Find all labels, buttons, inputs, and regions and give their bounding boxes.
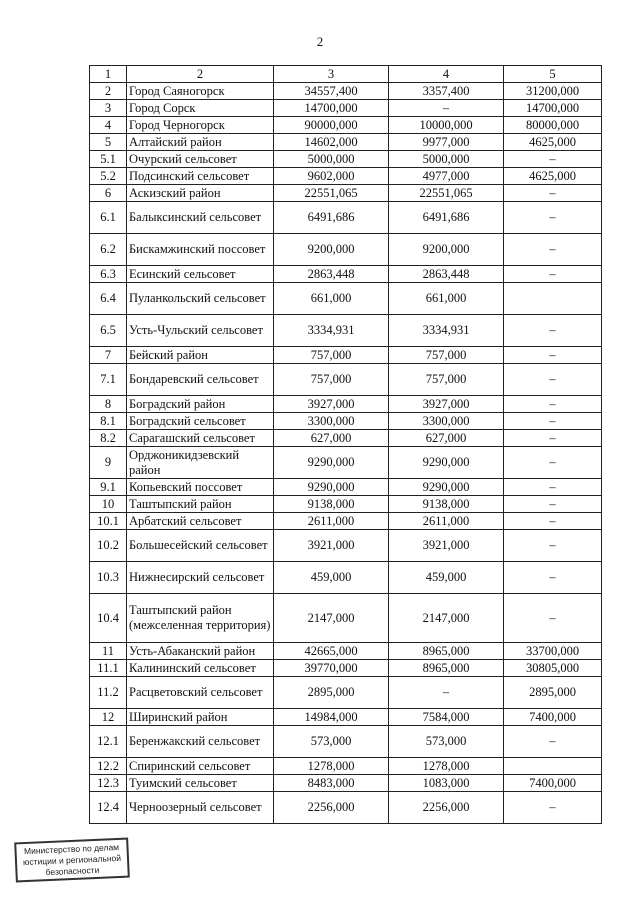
row-name: Город Черногорск (127, 117, 274, 134)
row-value-col4: 1278,000 (389, 758, 504, 775)
row-value-col5: – (504, 202, 602, 234)
row-value-col4: 8965,000 (389, 643, 504, 660)
row-value-col5: – (504, 530, 602, 562)
row-number: 12.1 (90, 726, 127, 758)
row-number: 6.4 (90, 283, 127, 315)
row-number: 9.1 (90, 479, 127, 496)
row-value-col3: 9200,000 (274, 234, 389, 266)
row-number: 10.4 (90, 594, 127, 643)
budget-table (89, 65, 602, 824)
row-value-col3: 661,000 (274, 283, 389, 315)
table-row (90, 594, 602, 643)
row-number: 6.3 (90, 266, 127, 283)
row-name: Балыксинский сельсовет (127, 202, 274, 234)
row-number: 11 (90, 643, 127, 660)
row-value-col5: 4625,000 (504, 134, 602, 151)
stamp-line-3: безопасности (45, 864, 100, 878)
table-row (90, 234, 602, 266)
row-value-col5: – (504, 792, 602, 824)
row-name: Пуланкольский сельсовет (127, 283, 274, 315)
row-value-col5: 7400,000 (504, 775, 602, 792)
row-value-col5: – (504, 185, 602, 202)
row-value-col4: 627,000 (389, 430, 504, 447)
table-row (90, 315, 602, 347)
row-value-col3: 3300,000 (274, 413, 389, 430)
row-number: 9 (90, 447, 127, 479)
row-name: Спиринский сельсовет (127, 758, 274, 775)
row-value-col4: 6491,686 (389, 202, 504, 234)
row-name: Калининский сельсовет (127, 660, 274, 677)
row-number: 6.5 (90, 315, 127, 347)
row-name: Копьевский поссовет (127, 479, 274, 496)
table-row (90, 513, 602, 530)
row-value-col3: 90000,000 (274, 117, 389, 134)
row-number: 12.4 (90, 792, 127, 824)
table-row (90, 396, 602, 413)
table-row (90, 413, 602, 430)
row-value-col3: 2863,448 (274, 266, 389, 283)
row-value-col3: 34557,400 (274, 83, 389, 100)
row-value-col3: 9138,000 (274, 496, 389, 513)
table-row (90, 283, 602, 315)
row-value-col3: 9290,000 (274, 479, 389, 496)
ministry-stamp (14, 838, 130, 883)
row-value-col5: – (504, 447, 602, 479)
row-name: Очурский сельсовет (127, 151, 274, 168)
row-number: 6.2 (90, 234, 127, 266)
table-row (90, 100, 602, 117)
row-value-col3: 1278,000 (274, 758, 389, 775)
table-row (90, 530, 602, 562)
row-number: 12 (90, 709, 127, 726)
row-value-col4: 3921,000 (389, 530, 504, 562)
row-value-col3: 2147,000 (274, 594, 389, 643)
row-value-col3: 3334,931 (274, 315, 389, 347)
table-row (90, 660, 602, 677)
table-row (90, 792, 602, 824)
table-row (90, 709, 602, 726)
row-number: 10.2 (90, 530, 127, 562)
table-row (90, 134, 602, 151)
row-name: Боградский сельсовет (127, 413, 274, 430)
row-value-col3: 5000,000 (274, 151, 389, 168)
row-value-col5: – (504, 234, 602, 266)
row-value-col5: – (504, 413, 602, 430)
row-name: Расцветовский сельсовет (127, 677, 274, 709)
row-value-col4: 3357,400 (389, 83, 504, 100)
table-row (90, 562, 602, 594)
table-row (90, 168, 602, 185)
row-value-col5: – (504, 479, 602, 496)
row-name: Туимский сельсовет (127, 775, 274, 792)
row-value-col3: 573,000 (274, 726, 389, 758)
row-value-col3: 22551,065 (274, 185, 389, 202)
row-number: 5.1 (90, 151, 127, 168)
row-value-col4: 5000,000 (389, 151, 504, 168)
row-value-col3: 627,000 (274, 430, 389, 447)
row-name: Алтайский район (127, 134, 274, 151)
row-number: 10.3 (90, 562, 127, 594)
table-row (90, 117, 602, 134)
table-row (90, 347, 602, 364)
row-value-col4: 9138,000 (389, 496, 504, 513)
row-name: Город Саяногорск (127, 83, 274, 100)
row-value-col5: – (504, 562, 602, 594)
row-value-col4: 2611,000 (389, 513, 504, 530)
table-row (90, 643, 602, 660)
row-value-col3: 14700,000 (274, 100, 389, 117)
row-value-col5: 2895,000 (504, 677, 602, 709)
row-value-col3: 14602,000 (274, 134, 389, 151)
row-value-col5 (504, 283, 602, 315)
row-value-col5: 7400,000 (504, 709, 602, 726)
row-number: 2 (90, 83, 127, 100)
row-name: Бискамжинский поссовет (127, 234, 274, 266)
row-value-col3: 9602,000 (274, 168, 389, 185)
row-value-col5: – (504, 266, 602, 283)
budget-table-body (90, 66, 602, 824)
row-value-col3: 2895,000 (274, 677, 389, 709)
row-value-col5: – (504, 496, 602, 513)
row-value-col4: 3927,000 (389, 396, 504, 413)
row-value-col4: 22551,065 (389, 185, 504, 202)
row-name: Беренжакский сельсовет (127, 726, 274, 758)
row-name: Таштыпский район (127, 496, 274, 513)
header-col-5: 5 (504, 66, 602, 83)
header-col-2: 2 (127, 66, 274, 83)
stamp-line-2: юстиции и региональной (22, 852, 122, 868)
table-row (90, 775, 602, 792)
row-value-col5 (504, 758, 602, 775)
row-value-col4: 3300,000 (389, 413, 504, 430)
row-value-col5: – (504, 396, 602, 413)
row-number: 4 (90, 117, 127, 134)
row-value-col4: 757,000 (389, 364, 504, 396)
table-row (90, 151, 602, 168)
row-number: 7 (90, 347, 127, 364)
row-value-col4: 9290,000 (389, 479, 504, 496)
row-number: 5.2 (90, 168, 127, 185)
row-number: 6 (90, 185, 127, 202)
row-value-col4: 2147,000 (389, 594, 504, 643)
row-name: Арбатский сельсовет (127, 513, 274, 530)
row-value-col5: 80000,000 (504, 117, 602, 134)
row-value-col3: 39770,000 (274, 660, 389, 677)
row-number: 5 (90, 134, 127, 151)
table-header-row (90, 66, 602, 83)
row-value-col5: 4625,000 (504, 168, 602, 185)
table-row (90, 185, 602, 202)
table-row (90, 266, 602, 283)
page-number: 2 (316, 34, 324, 49)
row-value-col5: 31200,000 (504, 83, 602, 100)
row-value-col3: 2611,000 (274, 513, 389, 530)
row-name: Подсинский сельсовет (127, 168, 274, 185)
row-name: Бондаревский сельсовет (127, 364, 274, 396)
row-name: Бейский район (127, 347, 274, 364)
row-name: Черноозерный сельсовет (127, 792, 274, 824)
row-value-col4: 2863,448 (389, 266, 504, 283)
row-value-col5: – (504, 151, 602, 168)
row-number: 8.1 (90, 413, 127, 430)
stamp-line-1: Министерство по делам (23, 841, 120, 857)
row-value-col5: – (504, 364, 602, 396)
row-value-col4: 459,000 (389, 562, 504, 594)
row-value-col5: 33700,000 (504, 643, 602, 660)
row-value-col5: – (504, 315, 602, 347)
row-value-col4: 9977,000 (389, 134, 504, 151)
row-value-col4: – (389, 100, 504, 117)
row-value-col3: 459,000 (274, 562, 389, 594)
row-name: Аскизский район (127, 185, 274, 202)
table-row (90, 430, 602, 447)
row-value-col3: 9290,000 (274, 447, 389, 479)
row-value-col4: 1083,000 (389, 775, 504, 792)
row-value-col4: 757,000 (389, 347, 504, 364)
row-value-col4: 8965,000 (389, 660, 504, 677)
row-name: Нижнесирский сельсовет (127, 562, 274, 594)
row-name: Город Сорск (127, 100, 274, 117)
row-value-col3: 42665,000 (274, 643, 389, 660)
row-value-col4: 7584,000 (389, 709, 504, 726)
row-value-col5: 14700,000 (504, 100, 602, 117)
row-number: 8 (90, 396, 127, 413)
row-value-col4: – (389, 677, 504, 709)
row-value-col4: 2256,000 (389, 792, 504, 824)
row-value-col5: – (504, 513, 602, 530)
row-value-col5: – (504, 594, 602, 643)
row-value-col5: – (504, 347, 602, 364)
row-value-col4: 4977,000 (389, 168, 504, 185)
row-number: 11.1 (90, 660, 127, 677)
row-value-col5: – (504, 430, 602, 447)
table-row (90, 364, 602, 396)
row-value-col4: 9290,000 (389, 447, 504, 479)
row-value-col4: 3334,931 (389, 315, 504, 347)
row-name: Таштыпский район (межселенная территория) (127, 594, 274, 643)
row-value-col5: – (504, 726, 602, 758)
row-name: Ширинский район (127, 709, 274, 726)
row-name: Орджоникидзевский район (127, 447, 274, 479)
row-number: 3 (90, 100, 127, 117)
header-col-1: 1 (90, 66, 127, 83)
row-value-col3: 757,000 (274, 364, 389, 396)
table-row (90, 447, 602, 479)
row-name: Сарагашский сельсовет (127, 430, 274, 447)
row-name: Усть-Чульский сельсовет (127, 315, 274, 347)
row-value-col4: 573,000 (389, 726, 504, 758)
table-row (90, 479, 602, 496)
row-value-col3: 6491,686 (274, 202, 389, 234)
header-col-4: 4 (389, 66, 504, 83)
table-row (90, 496, 602, 513)
header-col-3: 3 (274, 66, 389, 83)
table-row (90, 202, 602, 234)
row-value-col3: 14984,000 (274, 709, 389, 726)
table-row (90, 83, 602, 100)
table-row (90, 726, 602, 758)
row-name: Есинский сельсовет (127, 266, 274, 283)
row-value-col3: 8483,000 (274, 775, 389, 792)
table-row (90, 677, 602, 709)
row-value-col4: 9200,000 (389, 234, 504, 266)
row-number: 10 (90, 496, 127, 513)
row-value-col3: 3921,000 (274, 530, 389, 562)
row-number: 12.3 (90, 775, 127, 792)
row-number: 12.2 (90, 758, 127, 775)
row-value-col3: 757,000 (274, 347, 389, 364)
row-value-col5: 30805,000 (504, 660, 602, 677)
row-name: Большесейский сельсовет (127, 530, 274, 562)
row-number: 11.2 (90, 677, 127, 709)
row-value-col3: 2256,000 (274, 792, 389, 824)
row-name: Усть-Абаканский район (127, 643, 274, 660)
row-value-col4: 10000,000 (389, 117, 504, 134)
row-number: 10.1 (90, 513, 127, 530)
row-number: 6.1 (90, 202, 127, 234)
row-value-col3: 3927,000 (274, 396, 389, 413)
row-value-col4: 661,000 (389, 283, 504, 315)
row-number: 7.1 (90, 364, 127, 396)
table-row (90, 758, 602, 775)
row-name: Боградский район (127, 396, 274, 413)
row-number: 8.2 (90, 430, 127, 447)
